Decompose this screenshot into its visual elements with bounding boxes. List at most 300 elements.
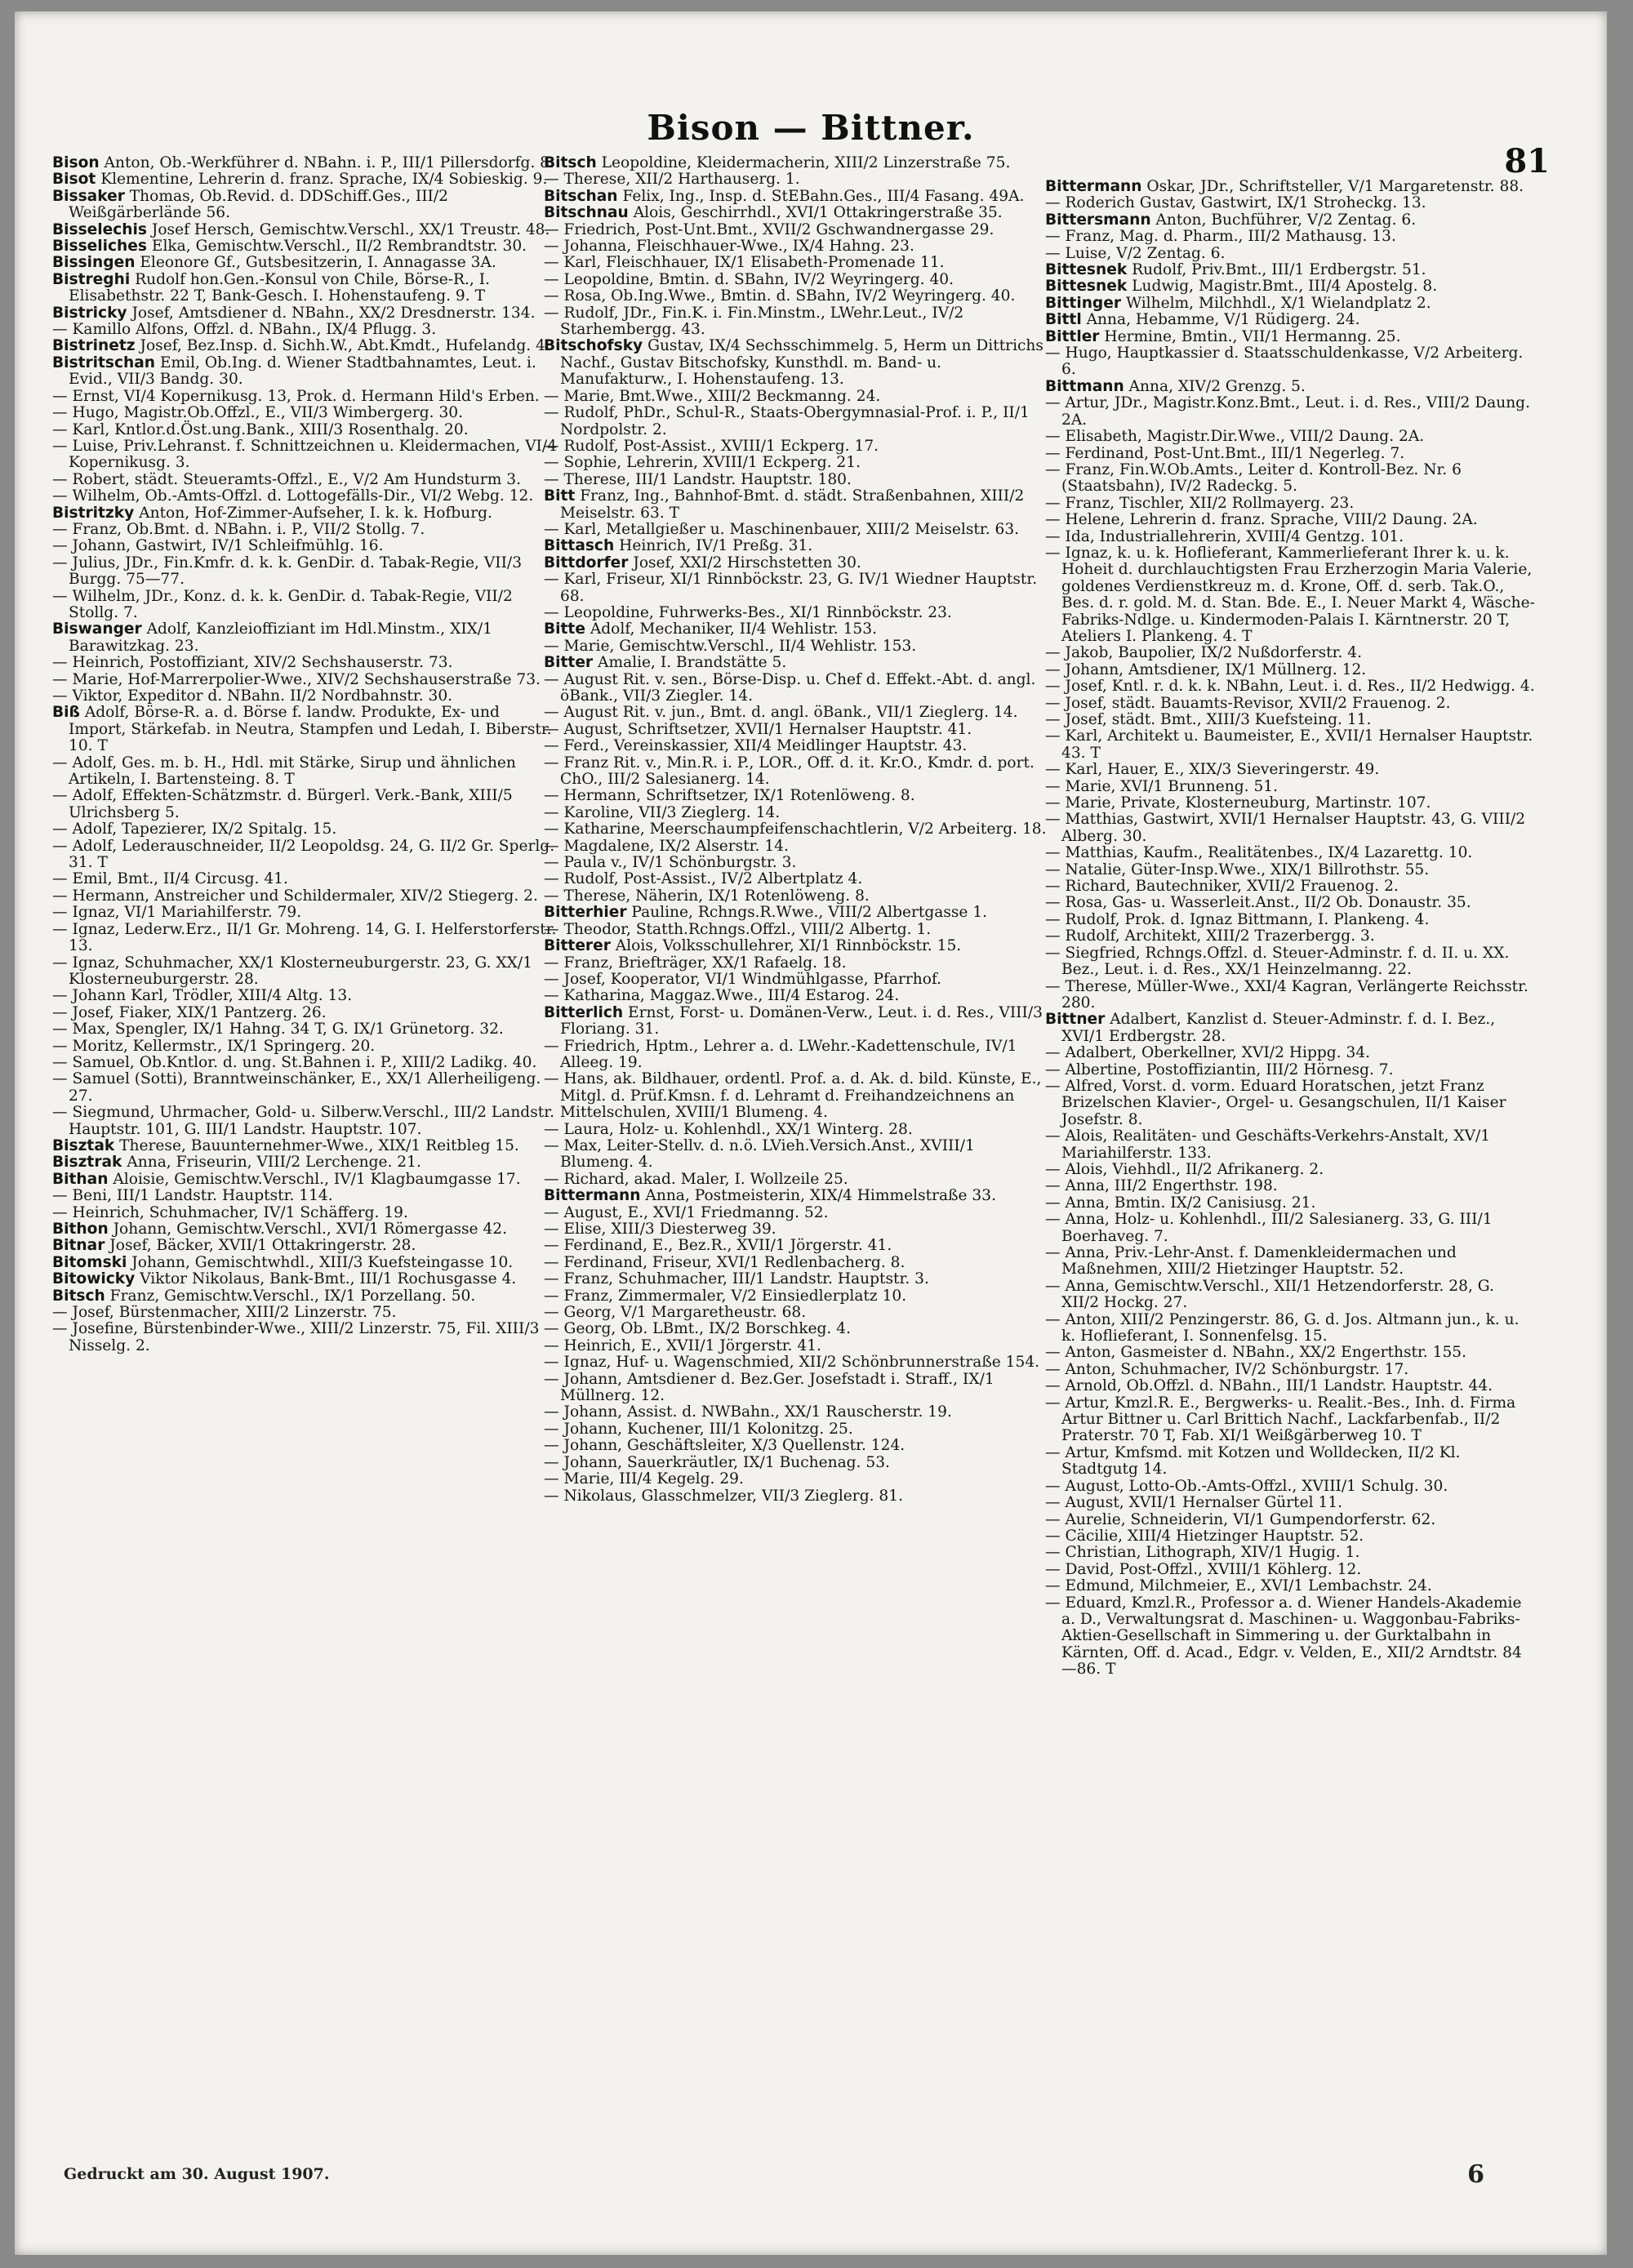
entry-text: — Johann, Amtsdiener d. Bez.Ger. Josefstadt i. Straff., IX/1 Müllnerg. 12. xyxy=(544,1370,994,1405)
entry-text: — Josefine, Bürstenbinder-Wwe., XIII/2 Linzerstr. 75, Fil. XIII/3 Nisselg. 2. xyxy=(52,1320,540,1354)
entry-text: — Rudolf, Architekt, XIII/2 Trazerbergg. 3. xyxy=(1045,927,1375,945)
entry-text: — Josef, Fiaker, XIX/1 Pantzerg. 26. xyxy=(52,1003,327,1021)
directory-entry xyxy=(544,738,1050,754)
directory-entry xyxy=(544,1138,1050,1172)
entry-text: — Heinrich, Postoffiziant, XIV/2 Sechshauserstr. 73. xyxy=(52,654,453,672)
entry-text: Gustav, IX/4 Sechsschimmelg. 5, Herm un Dittrichs Nachf., Gustav Bitschofsky, Kunsthdl. m. Band- u. Manufakturw., I. Hohenstaufeng. 13. xyxy=(560,337,1043,389)
directory-entry xyxy=(544,338,1050,388)
entry-text: Aloisie, Gemischtw.Verschl., IV/1 Klagbaumgasse 17. xyxy=(108,1170,521,1188)
directory-entry xyxy=(544,238,1050,255)
directory-entry xyxy=(52,538,558,554)
directory-entry xyxy=(1045,496,1535,512)
directory-entry xyxy=(1045,1045,1535,1061)
entry-text: Therese, Bauunternehmer-Wwe., XIX/1 Reitbleg 15. xyxy=(114,1136,519,1154)
directory-entry xyxy=(544,605,1050,621)
directory-entry xyxy=(1045,1078,1535,1128)
entry-surname: Bisztrak xyxy=(52,1154,122,1172)
entry-text: — Robert, städt. Steueramts-Offzl., E., V/2 Am Hundsturm 3. xyxy=(52,470,522,488)
entry-surname: Bistritzky xyxy=(52,504,135,522)
directory-entry xyxy=(544,472,1050,488)
entry-text: — August Rit. v. jun., Bmt. d. angl. öBank., VII/1 Zieglerg. 14. xyxy=(544,704,1018,722)
directory-entry xyxy=(1045,212,1535,229)
directory-entry xyxy=(52,438,558,472)
directory-entry xyxy=(1045,795,1535,812)
directory-entry xyxy=(1045,678,1535,695)
entry-text: — Johann, Gastwirt, IV/1 Schleifmühlg. 16. xyxy=(52,537,384,555)
directory-entry xyxy=(1045,512,1535,528)
entry-text: — Leopoldine, Bmtin. d. SBahn, IV/2 Weyringerg. 40. xyxy=(544,270,954,288)
directory-entry xyxy=(52,1238,558,1254)
directory-entry xyxy=(1045,1195,1535,1212)
entry-surname: Bittesnek xyxy=(1045,278,1128,296)
entry-text: Eleonore Gf., Gutsbesitzerin, I. Annagasse 3A. xyxy=(135,254,496,272)
directory-entry xyxy=(1045,429,1535,445)
directory-entry xyxy=(544,788,1050,804)
directory-entry xyxy=(52,1271,558,1287)
directory-entry xyxy=(544,522,1050,538)
directory-entry xyxy=(1045,1445,1535,1479)
entry-text: Alois, Volksschullehrer, XI/1 Rinnböckstr. 15. xyxy=(610,937,962,955)
directory-entry xyxy=(1045,1178,1535,1194)
entry-surname: Bitt xyxy=(544,487,576,505)
directory-entry xyxy=(52,922,558,955)
entry-text: — August, Lotto-Ob.-Amts-Offzl., XVIII/1 Schulg. 30. xyxy=(1045,1477,1448,1495)
entry-text: — Laura, Holz- u. Kohlenhdl., XX/1 Winterg. 28. xyxy=(544,1120,913,1138)
entry-text: — Adolf, Ges. m. b. H., Hdl. mit Stärke, Sirup und ähnlichen Artikeln, I. Bartensteing. 8. T xyxy=(52,754,516,789)
directory-entry xyxy=(544,1354,1050,1371)
entry-text: — Rudolf, Prok. d. Ignaz Bittmann, I. Plankeng. 4. xyxy=(1045,910,1430,928)
entry-surname: Bittl xyxy=(1045,311,1082,329)
entry-text: Leopoldine, Kleidermacherin, XIII/2 Linzerstraße 75. xyxy=(596,154,1011,171)
entry-surname: Bissingen xyxy=(52,254,136,272)
directory-entry xyxy=(544,1404,1050,1421)
entry-text: — Heinrich, Schuhmacher, IV/1 Schäfferg. 19. xyxy=(52,1203,408,1221)
directory-entry xyxy=(544,1038,1050,1072)
directory-entry xyxy=(544,988,1050,1004)
directory-entry xyxy=(544,455,1050,471)
directory-entry xyxy=(52,621,558,655)
entry-text: — Johann, Assist. d. NWBahn., XX/1 Rauscherstr. 19. xyxy=(544,1403,952,1421)
entry-text: — Hugo, Hauptkassier d. Staatsschuldenkasse, V/2 Arbeiterg. 6. xyxy=(1045,345,1524,379)
entry-text: — Samuel, Ob.Kntlor. d. ung. St.Bahnen i. P., XIII/2 Ladikg. 40. xyxy=(52,1053,537,1071)
directory-entry xyxy=(52,1255,558,1271)
entry-text: — Luise, Priv.Lehranst. f. Schnittzeichnen u. Kleidermachen, VI/4 Kopernikusg. 3. xyxy=(52,437,557,472)
entry-text: Anton, Ob.-Werkführer d. NBahn. i. P., III/1 Pillersdorfg. 8. xyxy=(99,154,554,171)
directory-entry xyxy=(1045,1162,1535,1178)
directory-entry xyxy=(1045,1345,1535,1361)
directory-entry xyxy=(1045,345,1535,379)
entry-surname: Bittesnek xyxy=(1045,261,1128,279)
entry-text: — Anna, Priv.-Lehr-Anst. f. Damenkleidermachen und Maßnehmen, XIII/2 Hietzinger Hauptstr. 52. xyxy=(1045,1244,1457,1279)
entry-text: — Ernst, VI/4 Kopernikusg. 13, Prok. d. Hermann Hild's Erben. xyxy=(52,387,540,405)
entry-text: Anna, XIV/2 Grenzg. 5. xyxy=(1124,377,1306,395)
entry-surname: Bitte xyxy=(544,620,585,638)
directory-entry xyxy=(1045,979,1535,1012)
entry-text: Rudolf hon.Gen.-Konsul von Chile, Börse-R., I. Elisabethstr. 22 T, Bank-Gesch. I. Hohenstaufeng. 9. T xyxy=(69,270,491,305)
entry-text: — Rosa, Gas- u. Wasserleit.Anst., II/2 Ob. Donaustr. 35. xyxy=(1045,894,1471,912)
entry-text: — Wilhelm, JDr., Konz. d. k. k. GenDir. d. Tabak-Regie, VII/2 Stollg. 7. xyxy=(52,587,513,621)
directory-entry xyxy=(1045,1545,1535,1561)
directory-entry xyxy=(52,422,558,438)
directory-entry xyxy=(544,171,1050,188)
directory-entry xyxy=(52,655,558,671)
entry-text: — Johann, Amtsdiener, IX/1 Müllnerg. 12. xyxy=(1045,660,1367,678)
entry-text: Klementine, Lehrerin d. franz. Sprache, IX/4 Sobieskig. 9. xyxy=(96,171,548,189)
directory-entry xyxy=(52,589,558,622)
directory-entry xyxy=(1045,1479,1535,1495)
entry-text: — Franz, Ob.Bmt. d. NBahn. i. P., VII/2 Stollg. 7. xyxy=(52,520,425,538)
directory-entry xyxy=(1045,329,1535,345)
entry-text: — Christian, Lithograph, XIV/1 Hugig. 1. xyxy=(1045,1544,1360,1562)
entry-text: — Richard, Bautechniker, XVII/2 Frauenog. 2. xyxy=(1045,878,1399,896)
directory-entry xyxy=(52,988,558,1004)
directory-entry xyxy=(1045,878,1535,895)
entry-text: — Natalie, Güter-Insp.Wwe., XIX/1 Billrothstr. 55. xyxy=(1045,861,1430,878)
directory-entry xyxy=(544,705,1050,721)
entry-surname: Bistrinetz xyxy=(52,337,136,355)
entry-text: — Marie, Hof-Marrerpolier-Wwe., XIV/2 Sechshauserstraße 73. xyxy=(52,670,541,688)
directory-entry xyxy=(52,1071,558,1105)
entry-text: — Samuel (Sotti), Branntweinschänker, E., XX/1 Allerheiligeng. 27. xyxy=(52,1070,541,1105)
directory-entry xyxy=(544,1221,1050,1238)
directory-entry xyxy=(1045,312,1535,328)
directory-entry xyxy=(52,955,558,989)
entry-text: — Viktor, Expeditor d. NBahn. II/2 Nordbahnstr. 30. xyxy=(52,687,453,705)
entry-text: — Ferdinand, Friseur, XVI/1 Redlenbacherg. 8. xyxy=(544,1253,905,1271)
directory-entry xyxy=(544,805,1050,821)
entry-text: — Franz, Tischler, XII/2 Rollmayerg. 23. xyxy=(1045,494,1355,512)
entry-text: — Artur, Kmzl.R. E., Bergwerks- u. Realit.-Bes., Inh. d. Firma Artur Bittner u. Carl Brittich Nachf., Lackfarbenfab., II/2 Praterstr. 70 T, Fab. XI/1 Weißgärberweg 10. T xyxy=(1045,1394,1516,1445)
entry-text: — Sophie, Lehrerin, XVIII/1 Eckperg. 21. xyxy=(544,454,861,472)
column-3 xyxy=(1045,179,1535,1679)
directory-entry xyxy=(544,205,1050,221)
entry-surname: Bittler xyxy=(1045,327,1100,345)
directory-entry xyxy=(1045,395,1535,429)
entry-surname: Bittdorfer xyxy=(544,554,629,571)
directory-entry xyxy=(52,238,558,255)
entry-text: — Helene, Lehrerin d. franz. Sprache, VIII/2 Daung. 2A. xyxy=(1045,511,1478,529)
directory-entry xyxy=(1045,1528,1535,1545)
entry-text: Adalbert, Kanzlist d. Steuer-Adminstr. f. d. I. Bez., XVI/1 Erdbergstr. 28. xyxy=(1061,1011,1496,1045)
entry-text: — Beni, III/1 Landstr. Hauptstr. 114. xyxy=(52,1187,333,1205)
directory-entry xyxy=(52,1172,558,1188)
entry-text: — Adolf, Lederauschneider, II/2 Leopoldsg. 24, G. II/2 Gr. Sperlg. 31. T xyxy=(52,837,555,872)
directory-entry xyxy=(544,905,1050,921)
directory-entry xyxy=(52,505,558,522)
entry-text: Franz, Ing., Bahnhof-Bmt. d. städt. Straßenbahnen, XIII/2 Meiselstr. 63. T xyxy=(560,487,1025,522)
directory-entry xyxy=(544,855,1050,871)
entry-text: — Johann, Sauerkräutler, IX/1 Buchenag. 53. xyxy=(544,1453,890,1471)
directory-entry xyxy=(544,255,1050,271)
entry-text: Elka, Gemischtw.Verschl., II/2 Rembrandtstr. 30. xyxy=(146,238,527,256)
directory-entry xyxy=(544,1471,1050,1488)
directory-entry xyxy=(544,1305,1050,1321)
directory-entry xyxy=(1045,1128,1535,1162)
entry-text: — Anna, Gemischtw.Verschl., XII/1 Hetzendorferstr. 28, G. XII/2 Hockg. 27. xyxy=(1045,1277,1494,1312)
entry-text: — Georg, V/1 Margaretheustr. 68. xyxy=(544,1304,807,1322)
entry-text: Felix, Ing., Insp. d. StEBahn.Ges., III/4 Fasang. 49A. xyxy=(617,187,1025,205)
entry-text: — Franz Rit. v., Min.R. i. P., LOR., Off. d. it. Kr.O., Kmdr. d. port. ChO., III/2 Salesianerg. 14. xyxy=(544,754,1035,789)
entry-text: — Ida, Industriallehrerin, XVIII/4 Gentzg. 101. xyxy=(1045,527,1404,545)
directory-entry xyxy=(52,905,558,921)
entry-text: — Anna, Holz- u. Kohlenhdl., III/2 Salesianerg. 33, G. III/1 Boerhaveg. 7. xyxy=(1045,1211,1493,1245)
directory-entry xyxy=(1045,895,1535,911)
entry-text: Adolf, Kanzleioffiziant im Hdl.Minstm., XIX/1 Barawitzkag. 23. xyxy=(69,620,492,655)
entry-text: — Paula v., IV/1 Schönburgstr. 3. xyxy=(544,854,797,872)
entry-text: Adolf, Börse-R. a. d. Börse f. landw. Produkte, Ex- und Import, Stärkefab. in Neutra, Stampfen und Ledah, I. Biberstr. 10. T xyxy=(69,704,552,755)
directory-entry xyxy=(544,1438,1050,1454)
entry-text: Josef Hersch, Gemischtw.Verschl., XX/1 Treustr. 48. xyxy=(146,220,550,238)
entry-surname: Bittersmann xyxy=(1045,211,1151,229)
directory-entry xyxy=(1045,1512,1535,1528)
directory-entry xyxy=(544,655,1050,671)
entry-text: — Johann Karl, Trödler, XIII/4 Altg. 13. xyxy=(52,987,353,1005)
entry-text: — Albertine, Postoffiziantin, III/2 Hörnesg. 7. xyxy=(1045,1061,1394,1078)
entry-text: — August, E., XVI/1 Friedmanng. 52. xyxy=(544,1203,829,1221)
directory-entry xyxy=(52,389,558,405)
entry-text: Rudolf, Priv.Bmt., III/1 Erdbergstr. 51. xyxy=(1127,261,1426,279)
directory-entry xyxy=(1045,1578,1535,1594)
entry-text: Viktor Nikolaus, Bank-Bmt., III/1 Rochusgasse 4. xyxy=(135,1270,517,1288)
directory-entry xyxy=(544,222,1050,238)
directory-entry xyxy=(544,189,1050,205)
directory-entry xyxy=(52,522,558,538)
entry-surname: Bithon xyxy=(52,1221,109,1238)
entry-text: — Franz, Mag. d. Pharm., III/2 Mathausg. 13. xyxy=(1045,228,1396,246)
entry-text: — Josef, städt. Bauamts-Revisor, XVII/2 Frauenog. 2. xyxy=(1045,694,1451,712)
directory-entry xyxy=(52,405,558,421)
directory-entry xyxy=(1045,1212,1535,1245)
entry-text: — Alois, Viehhdl., II/2 Afrikanerg. 2. xyxy=(1045,1160,1324,1178)
entry-text: — Artur, JDr., Magistr.Konz.Bmt., Leut. i. d. Res., VIII/2 Daung. 2A. xyxy=(1045,394,1530,429)
entry-text: — Eduard, Kmzl.R., Professor a. d. Wiener Handels-Akademie a. D., Verwaltungsrat d. Maschinen- u. Waggonbau-Fabriks-Aktien-Gesellschaft in Simmering u. der Gurktalbahn in Kärnten, Off. d. Acad., Edgr. v. Velden, E., XII/2 Arndtstr. 84—86. T xyxy=(1045,1594,1522,1679)
entry-text: — Ignaz, k. u. k. Hoflieferant, Kammerlieferant Ihrer k. u. k. Hoheit d. durchlauchtigsten Frau Erzherzogin Maria Valerie, goldenes Verdienstkreuz m. d. Krone, Off. d. serb. Tak.O., Bes. d. r. gold. M. d. Stan. Bde. E., I. Neuer Markt 4, Wäsche-Fabriks-Ndlge. u. Kindermoden-Palais I. Kärntnerstr. 20 T, Ateliers I. Plankeng. 4. T xyxy=(1045,544,1535,645)
directory-entry xyxy=(1045,928,1535,945)
directory-entry xyxy=(52,1221,558,1238)
directory-entry xyxy=(544,1005,1050,1038)
entry-text: — Artur, Kmfsmd. mit Kotzen und Wolldecken, II/2 Kl. Stadtgutg 14. xyxy=(1045,1443,1461,1479)
entry-text: — Anton, Gasmeister d. NBahn., XX/2 Engerthstr. 155. xyxy=(1045,1344,1467,1362)
directory-entry xyxy=(52,222,558,238)
directory-entry xyxy=(52,322,558,338)
entry-surname: Bitsch xyxy=(544,154,597,171)
directory-entry xyxy=(544,1122,1050,1138)
entry-text: — Rudolf, PhDr., Schul-R., Staats-Obergymnasial-Prof. i. P., II/1 Nordpolstr. 2. xyxy=(544,404,1030,438)
print-date-note: Gedruckt am 30. August 1907. xyxy=(64,2165,330,2183)
directory-entry xyxy=(1045,1245,1535,1279)
directory-entry xyxy=(1045,446,1535,462)
entry-text: — Leopoldine, Fuhrwerks-Bes., XI/1 Rinnböckstr. 23. xyxy=(544,603,952,621)
directory-entry xyxy=(1045,1562,1535,1578)
directory-entry xyxy=(1045,545,1535,645)
entry-surname: Bitterhier xyxy=(544,904,627,922)
directory-entry xyxy=(544,1271,1050,1287)
directory-entry xyxy=(1045,862,1535,878)
entry-text: — Karl, Hauer, E., XIX/3 Sieveringerstr. 49. xyxy=(1045,761,1380,779)
entry-text: — Johann, Geschäftsleiter, X/3 Quellenstr. 124. xyxy=(544,1437,905,1455)
entry-text: — Alois, Realitäten- und Geschäfts-Verkehrs-Anstalt, XV/1 Mariahilferstr. 133. xyxy=(1045,1127,1491,1162)
entry-surname: Bitterer xyxy=(544,937,611,955)
entry-surname: Biswanger xyxy=(52,620,142,638)
directory-entry xyxy=(52,705,558,754)
entry-text: — Rudolf, Post-Assist., IV/2 Albertplatz 4. xyxy=(544,870,863,888)
directory-entry xyxy=(52,838,558,872)
column-2 xyxy=(544,155,1050,1505)
directory-entry xyxy=(544,272,1050,288)
directory-entry xyxy=(1045,762,1535,778)
entry-text: — Katharina, Maggaz.Wwe., III/4 Estarog. 24. xyxy=(544,987,900,1005)
entry-text: Heinrich, IV/1 Preßg. 31. xyxy=(614,537,813,555)
entry-text: — Georg, Ob. LBmt., IX/2 Borschkeg. 4. xyxy=(544,1320,851,1338)
entry-text: — Anna, III/2 Engerthstr. 198. xyxy=(1045,1177,1278,1195)
entry-text: — Katharine, Meerschaumpfeifenschachtlerin, V/2 Arbeiterg. 18. xyxy=(544,820,1047,838)
directory-entry xyxy=(544,1238,1050,1254)
page-header: Bison — Bittner. xyxy=(647,108,975,148)
directory-entry xyxy=(52,688,558,705)
entry-text: — Karl, Kntlor.d.Öst.ung.Bank., XIII/3 Rosenthalg. 20. xyxy=(52,420,469,438)
directory-entry xyxy=(52,821,558,838)
directory-entry xyxy=(544,888,1050,905)
directory-entry xyxy=(1045,1062,1535,1078)
entry-text: — August, Schriftsetzer, XVII/1 Hernalser Hauptstr. 41. xyxy=(544,720,972,738)
entry-surname: Bittinger xyxy=(1045,294,1122,312)
entry-text: — Ferdinand, Post-Unt.Bmt., III/1 Negerleg. 7. xyxy=(1045,444,1405,462)
directory-entry xyxy=(544,938,1050,954)
entry-text: Adolf, Mechaniker, II/4 Wehlistr. 153. xyxy=(585,620,877,638)
entry-text: — Hugo, Magistr.Ob.Offzl., E., VII/3 Wimbergerg. 30. xyxy=(52,404,464,422)
entry-text: — Cäcilie, XIII/4 Hietzinger Hauptstr. 52. xyxy=(1045,1527,1364,1545)
directory-entry xyxy=(52,355,558,389)
directory-entry xyxy=(544,638,1050,655)
entry-text: — Rosa, Ob.Ing.Wwe., Bmtin. d. SBahn, IV/2 Weyringerg. 40. xyxy=(544,287,1016,305)
entry-surname: Bitowicky xyxy=(52,1270,136,1288)
directory-entry xyxy=(52,189,558,222)
entry-text: Ernst, Forst- u. Domänen-Verw., Leut. i. d. Res., VIII/3 Floriang. 31. xyxy=(560,1003,1043,1038)
directory-entry xyxy=(1045,696,1535,712)
directory-entry xyxy=(1045,296,1535,312)
entry-text: — Josef, Kntl. r. d. k. k. NBahn, Leut. i. d. Res., II/2 Hedwigg. 4. xyxy=(1045,678,1535,696)
entry-text: Josef, Bäcker, XVII/1 Ottakringerstr. 28. xyxy=(105,1237,416,1255)
entry-surname: Bitsch xyxy=(52,1287,105,1305)
directory-entry xyxy=(1045,262,1535,278)
entry-text: Anna, Friseurin, VIII/2 Lerchenge. 21. xyxy=(122,1154,421,1172)
directory-entry xyxy=(52,488,558,505)
entry-text: — Anna, Bmtin. IX/2 Canisiusg. 21. xyxy=(1045,1194,1316,1212)
entry-text: — Therese, III/1 Landstr. Hauptstr. 180. xyxy=(544,470,852,488)
entry-text: — Therese, XII/2 Harthauserg. 1. xyxy=(544,171,800,189)
entry-text: — Karoline, VII/3 Zieglerg. 14. xyxy=(544,803,781,821)
page-number: 81 xyxy=(1504,142,1550,180)
directory-entry xyxy=(52,755,558,789)
entry-text: — Karl, Friseur, XI/1 Rinnböckstr. 23, G. IV/1 Wiedner Hauptstr. 68. xyxy=(544,571,1038,605)
entry-text: — Rudolf, JDr., Fin.K. i. Fin.Minstm., LWehr.Leut., IV/2 Starhembergg. 43. xyxy=(544,304,964,339)
directory-entry xyxy=(1045,195,1535,211)
directory-entry xyxy=(544,955,1050,972)
entry-text: — Richard, akad. Maler, I. Wollzeile 25. xyxy=(544,1170,848,1188)
entry-text: — Elise, XIII/3 Diesterweg 39. xyxy=(544,1221,776,1238)
entry-text: — Franz, Fin.W.Ob.Amts., Leiter d. Kontroll-Bez. Nr. 6 (Staatsbahn), IV/2 Radeckg. 5. xyxy=(1045,460,1462,496)
entry-text: — Franz, Schuhmacher, III/1 Landstr. Hauptstr. 3. xyxy=(544,1270,929,1288)
directory-entry xyxy=(1045,845,1535,861)
entry-text: Thomas, Ob.Revid. d. DDSchiff.Ges., III/2 Weißgärberlände 56. xyxy=(69,187,448,222)
entry-text: — Ignaz, Huf- u. Wagenschmied, XII/2 Schönbrunnerstraße 154. xyxy=(544,1354,1040,1372)
entry-text: — David, Post-Offzl., XVIII/1 Köhlerg. 12. xyxy=(1045,1560,1362,1578)
entry-text: — Matthias, Gastwirt, XVII/1 Hernalser Hauptstr. 43, G. VIII/2 Alberg. 30. xyxy=(1045,811,1526,845)
directory-page xyxy=(15,11,1607,2255)
directory-entry xyxy=(1045,662,1535,678)
entry-text: — Karl, Fleischhauer, IX/1 Elisabeth-Promenade 11. xyxy=(544,254,945,272)
entry-text: — Magdalene, IX/2 Alserstr. 14. xyxy=(544,837,789,855)
directory-entry xyxy=(544,1288,1050,1305)
entry-text: — Marie, Gemischtw.Verschl., II/4 Wehlistr. 153. xyxy=(544,637,917,655)
entry-text: — Wilhelm, Ob.-Amts-Offzl. d. Lottogefälls-Dir., VI/2 Webg. 12. xyxy=(52,487,534,505)
entry-text: — Siegmund, Uhrmacher, Gold- u. Silberw.Verschl., III/2 Landstr. Hauptstr. 101, G. III/1 Landstr. Hauptstr. 107. xyxy=(52,1104,554,1138)
entry-text: — Ferdinand, E., Bez.R., XVII/1 Jörgerstr. 41. xyxy=(544,1237,892,1255)
entry-text: — Jakob, Baupolier, IX/2 Nußdorferstr. 4. xyxy=(1045,644,1363,662)
directory-entry xyxy=(52,1188,558,1204)
directory-entry xyxy=(1045,278,1535,295)
entry-text: Wilhelm, Milchhdl., X/1 Wielandplatz 2. xyxy=(1121,294,1431,312)
directory-entry xyxy=(544,1421,1050,1438)
directory-entry xyxy=(544,438,1050,455)
directory-entry xyxy=(1045,645,1535,661)
entry-text: — Johann, Kuchener, III/1 Kolonitzg. 25. xyxy=(544,1420,853,1438)
entry-text: — Ignaz, VI/1 Mariahilferstr. 79. xyxy=(52,904,302,922)
directory-entry xyxy=(544,1255,1050,1271)
entry-text: — Julius, JDr., Fin.Kmfr. d. k. k. GenDir. d. Tabak-Regie, VII/3 Burgg. 75—77. xyxy=(52,554,523,589)
entry-text: Josef, XXI/2 Hirschstetten 30. xyxy=(628,554,861,571)
entry-text: — Max, Spengler, IX/1 Hahng. 34 T, G. IX/1 Grünetorg. 32. xyxy=(52,1021,504,1038)
entry-surname: Bittasch xyxy=(544,537,615,555)
entry-text: Johann, Gemischtw.Verschl., XVI/1 Römergasse 42. xyxy=(108,1221,508,1238)
entry-text: Anna, Postmeisterin, XIX/4 Himmelstraße 33. xyxy=(640,1187,996,1205)
entry-text: — Roderich Gustav, Gastwirt, IX/1 Stroheckg. 13. xyxy=(1045,194,1426,212)
directory-entry xyxy=(1045,1279,1535,1312)
entry-surname: Bistricky xyxy=(52,304,127,322)
entry-text: — Karl, Metallgießer u. Maschinenbauer, XIII/2 Meiselstr. 63. xyxy=(544,520,1020,538)
entry-text: — Josef, Kooperator, VI/1 Windmühlgasse, Pfarrhof. xyxy=(544,970,942,988)
directory-entry xyxy=(544,1488,1050,1505)
directory-entry xyxy=(544,922,1050,938)
entry-text: — Johanna, Fleischhauer-Wwe., IX/4 Hahng. 23. xyxy=(544,238,914,256)
entry-text: Franz, Gemischtw.Verschl., IX/1 Porzellang. 50. xyxy=(105,1287,476,1305)
directory-entry xyxy=(1045,812,1535,845)
directory-entry xyxy=(1045,1595,1535,1679)
directory-entry xyxy=(52,1005,558,1021)
entry-text: — Max, Leiter-Stellv. d. n.ö. LVieh.Versich.Anst., XVIII/1 Blumeng. 4. xyxy=(544,1136,975,1172)
entry-text: Josef, Amtsdiener d. NBahn., XX/2 Dresdnerstr. 134. xyxy=(127,304,536,322)
entry-surname: Bitschan xyxy=(544,187,618,205)
entry-surname: Bitter xyxy=(544,654,594,672)
entry-surname: Bison xyxy=(52,154,100,171)
sheet-signature: 6 xyxy=(1467,2160,1484,2189)
entry-text: Alois, Geschirrhdl., XVI/1 Ottakringerstraße 35. xyxy=(628,204,1003,222)
entry-surname: Bissaker xyxy=(52,187,125,205)
entry-surname: Bitschnau xyxy=(544,204,629,222)
directory-entry xyxy=(1045,229,1535,245)
entry-text: Ludwig, Magistr.Bmt., III/4 Apostelg. 8. xyxy=(1127,278,1438,296)
directory-entry xyxy=(52,1055,558,1071)
entry-text: Oskar, JDr., Schriftsteller, V/1 Margaretenstr. 88. xyxy=(1141,178,1524,195)
directory-entry xyxy=(544,755,1050,789)
entry-text: — Siegfried, Rchngs.Offzl. d. Steuer-Adminstr. f. d. II. u. XX. Bez., Leut. i. d. Res., XX/1 Heinzelmanng. 22. xyxy=(1045,944,1510,979)
entry-text: — Marie, III/4 Kegelg. 29. xyxy=(544,1470,744,1488)
entry-surname: Bisot xyxy=(52,171,96,189)
entry-text: Pauline, Rchngs.R.Wwe., VIII/2 Albertgasse 1. xyxy=(626,904,988,922)
entry-text: — Luise, V/2 Zentag. 6. xyxy=(1045,244,1226,262)
directory-entry xyxy=(1045,945,1535,979)
directory-entry xyxy=(52,1105,558,1138)
